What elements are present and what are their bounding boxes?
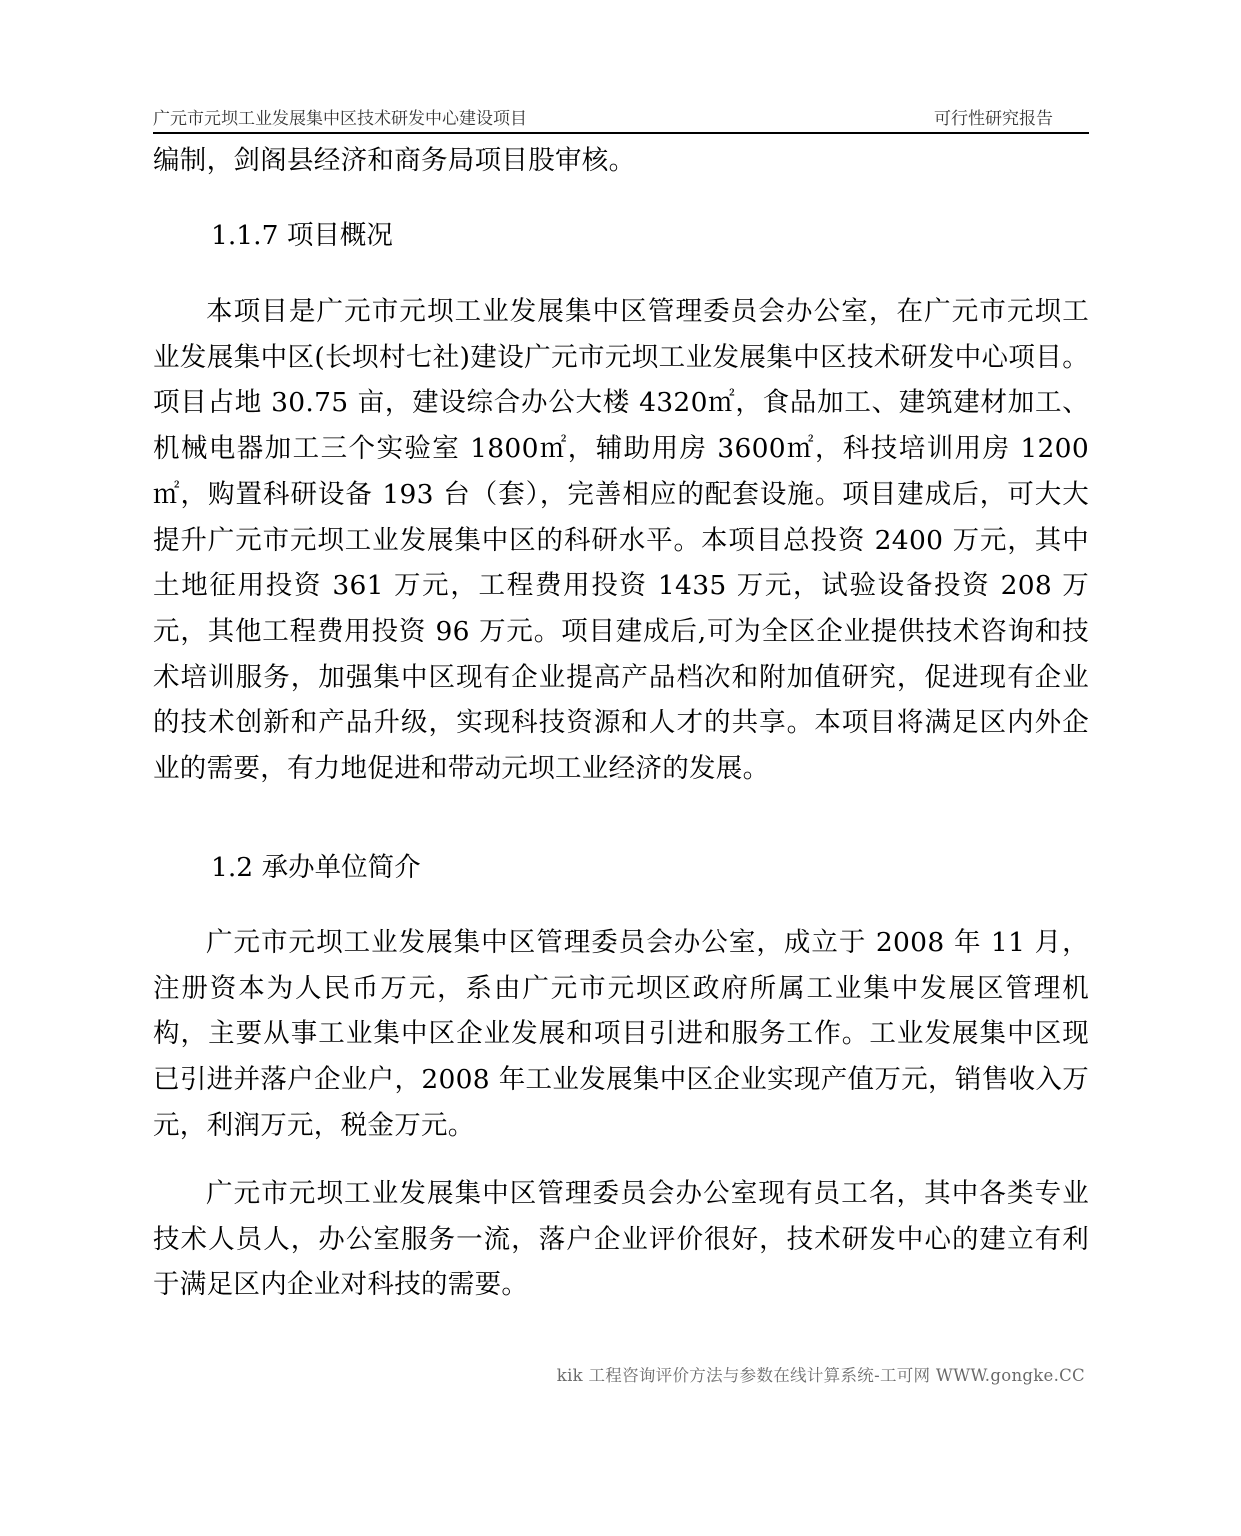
section-heading-1-2: 1.2 承办单位简介 <box>211 852 421 883</box>
header-doc-type: 可行性研究报告 <box>934 109 1053 129</box>
page-footer: kik 工程咨询评价方法与参数在线计算系统-工可网 WWW.gongke.CC <box>556 1366 1085 1385</box>
unit-paragraph-2-block <box>153 1171 1089 1308</box>
unit-paragraph-2: 广元市元坝工业发展集中区管理委员会办公室现有员工名，其中各类专业技术人员人，办公室服务一流，落户企业评价很好，技术研发中心的建立有利于满足区内企业对科技的需要。 <box>153 1178 1089 1301</box>
overview-paragraph: 本项目是广元市元坝工业发展集中区管理委员会办公室，在广元市元坝工业发展集中区(长坝村七社)建设广元市元坝工业发展集中区技术研发中心项目。项目占地 30.75 亩，建设综合办公大楼 4320㎡，食品加工、建筑建材加工、机械电器加工三个实验室 1800㎡，辅助用房 3600㎡，科技培训用房 1200㎡，购置科研设备 193 台（套），完善相应的配套设施。项目建成后，可大大提升广元市元坝工业发展集中区的科研水平。本项目总投资 2400 万元，其中土地征用投资 361 万元，工程费用投资 1435 万元，试验设备投资 208 万元，其他工程费用投资 96 万元。项目建成后,可为全区企业提供技术咨询和技术培训服务，加强集中区现有企业提高产品档次和附加值研究，促进现有企业的技术创新和产品升级，实现科技资源和人才的共享。本项目将满足区内外企业的需要，有力地促进和带动元坝工业经济的发展。 <box>153 296 1089 785</box>
page-header <box>153 104 1089 134</box>
header-title: 广元市元坝工业发展集中区技术研发中心建设项目 <box>153 109 527 129</box>
unit-paragraph-1: 广元市元坝工业发展集中区管理委员会办公室，成立于 2008 年 11 月，注册资本为人民币万元，系由广元市元坝区政府所属工业集中发展区管理机构，主要从事工业集中区企业发展和项目引进和服务工作。工业发展集中区现已引进并落户企业户，2008 年工业发展集中区企业实现产值万元，销售收入万元，利润万元，税金万元。 <box>153 927 1089 1141</box>
continuation-text: 编制，剑阁县经济和商务局项目股审核。 <box>153 145 636 176</box>
continuation-block <box>153 138 1089 184</box>
section-heading-1-1-7: 1.1.7 项目概况 <box>211 220 393 251</box>
overview-paragraph-block <box>153 289 1089 792</box>
unit-paragraph-1-block <box>153 920 1089 1149</box>
